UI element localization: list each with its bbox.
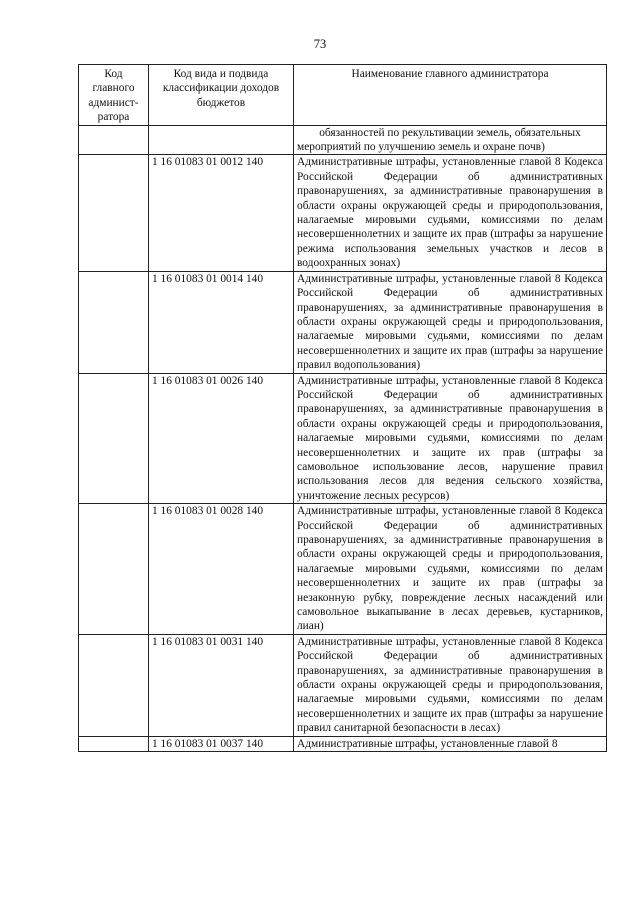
page-number: 73 [313, 37, 327, 51]
income-code-cell: 1 16 01083 01 0028 140 [149, 504, 294, 635]
table-row [79, 736, 607, 751]
header-admin-code: Код главного админист-ратора [79, 65, 149, 126]
admin-name-cell: Административные штрафы, установленные главой 8 Кодекса Российской Федерации об административных правонарушениях, за административные правонарушения в области охраны окружающей среды и природопользования, налагаемые мировыми судьями, комиссиями по делам несовершеннолетних и защите их прав (штрафы за самовольное использование лесов, нарушение правил использования лесов для ведения сельского хозяйства, уничтожение лесных ресурсов) [294, 373, 607, 504]
header-admin-name: Наименование главного администратора [294, 65, 607, 126]
header-income-code: Код вида и подвида классификации доходов бюджетов [149, 65, 294, 126]
continuation-text: обязанностей по рекультивации земель, обязательных мероприятий по улучшению земель и охране почв) [294, 125, 607, 155]
income-code-cell: 1 16 01083 01 0037 140 [149, 736, 294, 751]
income-classification-table [78, 64, 607, 752]
continuation-admin-code [79, 125, 149, 155]
admin-code-cell [79, 373, 149, 504]
table-row [79, 504, 607, 635]
income-code-cell: 1 16 01083 01 0031 140 [149, 634, 294, 736]
continuation-row [79, 125, 607, 155]
continuation-income-code [149, 125, 294, 155]
income-code-cell: 1 16 01083 01 0026 140 [149, 373, 294, 504]
table-row [79, 155, 607, 271]
income-code-cell: 1 16 01083 01 0012 140 [149, 155, 294, 271]
admin-code-cell [79, 736, 149, 751]
table-row [79, 373, 607, 504]
table-header-row [79, 65, 607, 126]
table-row [79, 271, 607, 373]
table-row [79, 634, 607, 736]
admin-name-cell: Административные штрафы, установленные главой 8 Кодекса Российской Федерации об административных правонарушениях, за административные правонарушения в области охраны окружающей среды и природопользования, налагаемые мировыми судьями, комиссиями по делам несовершеннолетних и защите их прав (штрафы за нарушение режима использования земельных участков и лесов в водоохранных зонах) [294, 155, 607, 271]
admin-code-cell [79, 504, 149, 635]
admin-code-cell [79, 634, 149, 736]
admin-name-cell: Административные штрафы, установленные главой 8 [294, 736, 607, 751]
income-code-cell: 1 16 01083 01 0014 140 [149, 271, 294, 373]
admin-name-cell: Административные штрафы, установленные главой 8 Кодекса Российской Федерации об административных правонарушениях, за административные правонарушения в области охраны окружающей среды и природопользования, налагаемые мировыми судьями, комиссиями по делам несовершеннолетних и защите их прав (штрафы за нарушение правил водопользования) [294, 271, 607, 373]
admin-name-cell: Административные штрафы, установленные главой 8 Кодекса Российской Федерации об административных правонарушениях, за административные правонарушения в области охраны окружающей среды и природопользования, налагаемые мировыми судьями, комиссиями по делам несовершеннолетних и защите их прав (штрафы за незаконную рубку, повреждение лесных насаждений или самовольное выкапывание в лесах деревьев, кустарников, лиан) [294, 504, 607, 635]
admin-code-cell [79, 271, 149, 373]
admin-code-cell [79, 155, 149, 271]
admin-name-cell: Административные штрафы, установленные главой 8 Кодекса Российской Федерации об административных правонарушениях, за административные правонарушения в области охраны окружающей среды и природопользования, налагаемые мировыми судьями, комиссиями по делам несовершеннолетних и защите их прав (штрафы за нарушение правил санитарной безопасности в лесах) [294, 634, 607, 736]
